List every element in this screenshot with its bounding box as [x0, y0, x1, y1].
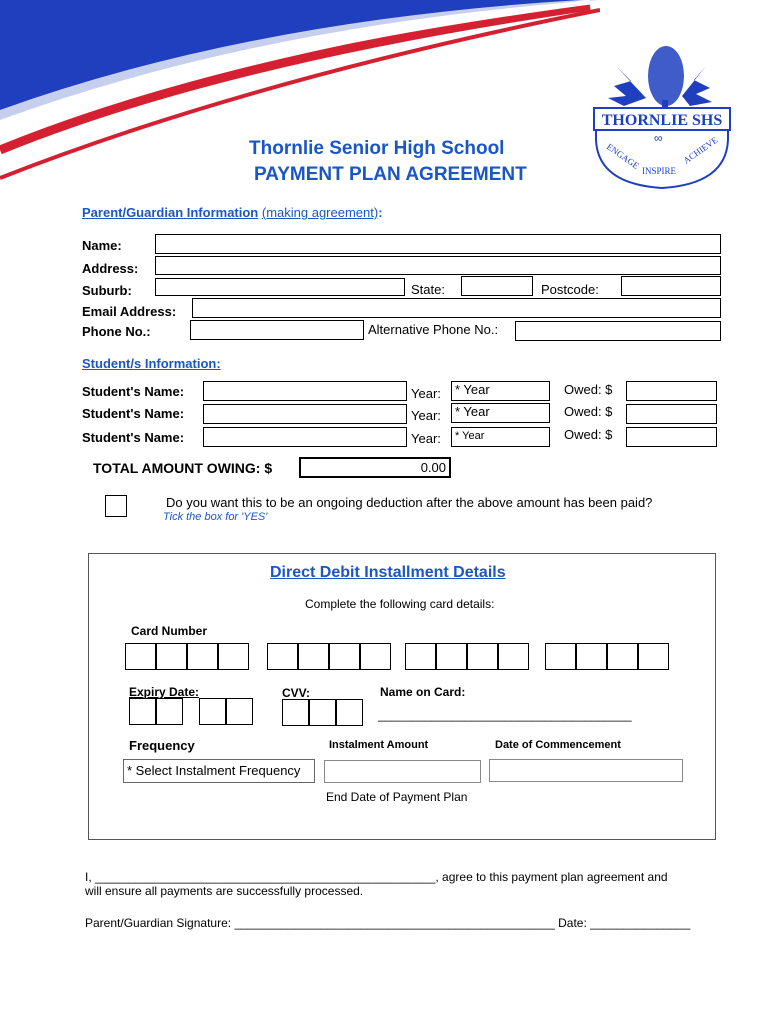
postcode-field[interactable]	[621, 276, 721, 296]
commencement-date-field[interactable]	[489, 759, 683, 782]
cvv-digit-1[interactable]	[282, 699, 309, 726]
ongoing-question: Do you want this to be an ongoing deduction after the above amount has been paid?	[166, 495, 653, 510]
name-label: Name:	[82, 238, 122, 253]
school-name: Thornlie Senior High School	[249, 138, 505, 159]
owed-field-1[interactable]	[626, 381, 717, 401]
address-label: Address:	[82, 261, 139, 276]
card-digit-13[interactable]	[545, 643, 576, 670]
owed-label-1: Owed: $	[564, 382, 613, 397]
instalment-label: Instalment Amount	[329, 739, 429, 751]
total-owing-label: TOTAL AMOUNT OWING: $	[93, 460, 273, 476]
commencement-label: Date of Commencement	[495, 739, 621, 751]
total-owing-value: 0.00	[420, 460, 446, 475]
signature-label: Parent/Guardian Signature:	[85, 916, 232, 930]
year-select-2[interactable]: * Year	[451, 403, 550, 423]
year-select-3[interactable]: * Year	[451, 427, 550, 447]
expiry-label: Expiry Date:	[129, 685, 200, 699]
name-on-card-line[interactable]: ______________________________________	[378, 708, 632, 722]
frequency-label: Frequency	[129, 738, 195, 753]
owed-field-2[interactable]	[626, 404, 717, 424]
student-name-field-3[interactable]	[203, 427, 407, 447]
direct-debit-heading: Direct Debit Installment Details	[270, 564, 506, 581]
alt-phone-label: Alternative Phone No.:	[368, 322, 499, 337]
expiry-year-2[interactable]	[226, 698, 253, 725]
signature-line	[85, 916, 690, 930]
student-name-field-1[interactable]	[203, 381, 407, 401]
card-digit-12[interactable]	[498, 643, 529, 670]
card-digit-1[interactable]	[125, 643, 156, 670]
signature-blank[interactable]: ________________________________________________	[234, 916, 555, 930]
address-field[interactable]	[155, 256, 721, 275]
expiry-year-1[interactable]	[199, 698, 226, 725]
postcode-label: Postcode:	[541, 282, 599, 297]
name-field[interactable]	[155, 234, 721, 254]
logo-motto-achieve: ACHIEVE	[681, 134, 720, 166]
suburb-label: Suburb:	[82, 283, 132, 298]
alt-phone-field[interactable]	[515, 321, 721, 341]
card-digit-7[interactable]	[329, 643, 360, 670]
form-title: PAYMENT PLAN AGREEMENT	[254, 164, 527, 185]
agreement-name-blank[interactable]: ___________________________________________________	[95, 870, 436, 884]
ongoing-checkbox[interactable]	[105, 495, 127, 517]
parent-heading-text: Parent/Guardian Information	[82, 205, 259, 220]
email-field[interactable]	[192, 298, 721, 318]
year-label-3: Year:	[411, 431, 441, 446]
owed-label-2: Owed: $	[564, 404, 613, 419]
school-logo	[586, 36, 738, 192]
agreement-prefix: I,	[85, 870, 92, 884]
frequency-select[interactable]: * Select Instalment Frequency	[123, 759, 315, 783]
card-digit-14[interactable]	[576, 643, 607, 670]
card-digit-8[interactable]	[360, 643, 391, 670]
card-digit-5[interactable]	[267, 643, 298, 670]
student-name-label-2: Student's Name:	[82, 406, 185, 421]
card-digit-16[interactable]	[638, 643, 669, 670]
name-on-card-label: Name on Card:	[380, 685, 466, 699]
agreement-suffix: , agree to this payment plan agreement and	[435, 870, 668, 884]
card-digit-6[interactable]	[298, 643, 329, 670]
direct-debit-instruction: Complete the following card details:	[305, 597, 495, 611]
student-name-label-1: Student's Name:	[82, 384, 185, 399]
state-label: State:	[411, 282, 445, 297]
card-number-label: Card Number	[131, 624, 208, 638]
year-label-2: Year:	[411, 408, 441, 423]
agreement-line-2: will ensure all payments are successfully processed.	[85, 884, 364, 898]
date-blank[interactable]: _______________	[590, 916, 691, 930]
logo-motto-engage: ENGAGE	[604, 141, 641, 171]
logo-motto-inspire: INSPIRE	[642, 166, 677, 176]
parent-heading-note: (making agreement)	[261, 205, 379, 220]
phone-label: Phone No.:	[82, 324, 151, 339]
card-digit-2[interactable]	[156, 643, 187, 670]
owed-label-3: Owed: $	[564, 427, 613, 442]
student-section-heading: Student/s Information:	[82, 356, 221, 371]
cvv-digit-3[interactable]	[336, 699, 363, 726]
card-digit-10[interactable]	[436, 643, 467, 670]
owed-field-3[interactable]	[626, 427, 717, 447]
year-label-1: Year:	[411, 386, 441, 401]
card-digit-15[interactable]	[607, 643, 638, 670]
instalment-amount-field[interactable]	[324, 760, 481, 783]
card-digit-9[interactable]	[405, 643, 436, 670]
card-digit-3[interactable]	[187, 643, 218, 670]
expiry-month-1[interactable]	[129, 698, 156, 725]
ongoing-hint: Tick the box for 'YES'	[163, 511, 268, 523]
student-name-label-3: Student's Name:	[82, 430, 185, 445]
card-digit-4[interactable]	[218, 643, 249, 670]
phone-field[interactable]	[190, 320, 364, 340]
card-digit-11[interactable]	[467, 643, 498, 670]
cvv-digit-2[interactable]	[309, 699, 336, 726]
year-select-1[interactable]: * Year	[451, 381, 550, 401]
agreement-line-1	[85, 870, 668, 884]
email-label: Email Address:	[82, 304, 177, 319]
date-label: Date:	[558, 916, 587, 930]
parent-section-heading	[82, 205, 383, 220]
cvv-label: CVV:	[282, 686, 311, 700]
student-name-field-2[interactable]	[203, 404, 407, 424]
logo-name: THORNLIE SHS	[601, 112, 723, 129]
parent-heading-colon: :	[378, 205, 383, 220]
state-field[interactable]	[461, 276, 533, 296]
suburb-field[interactable]	[155, 278, 405, 296]
svg-text:∞: ∞	[654, 131, 663, 145]
expiry-month-2[interactable]	[156, 698, 183, 725]
end-date-label: End Date of Payment Plan	[326, 790, 468, 804]
